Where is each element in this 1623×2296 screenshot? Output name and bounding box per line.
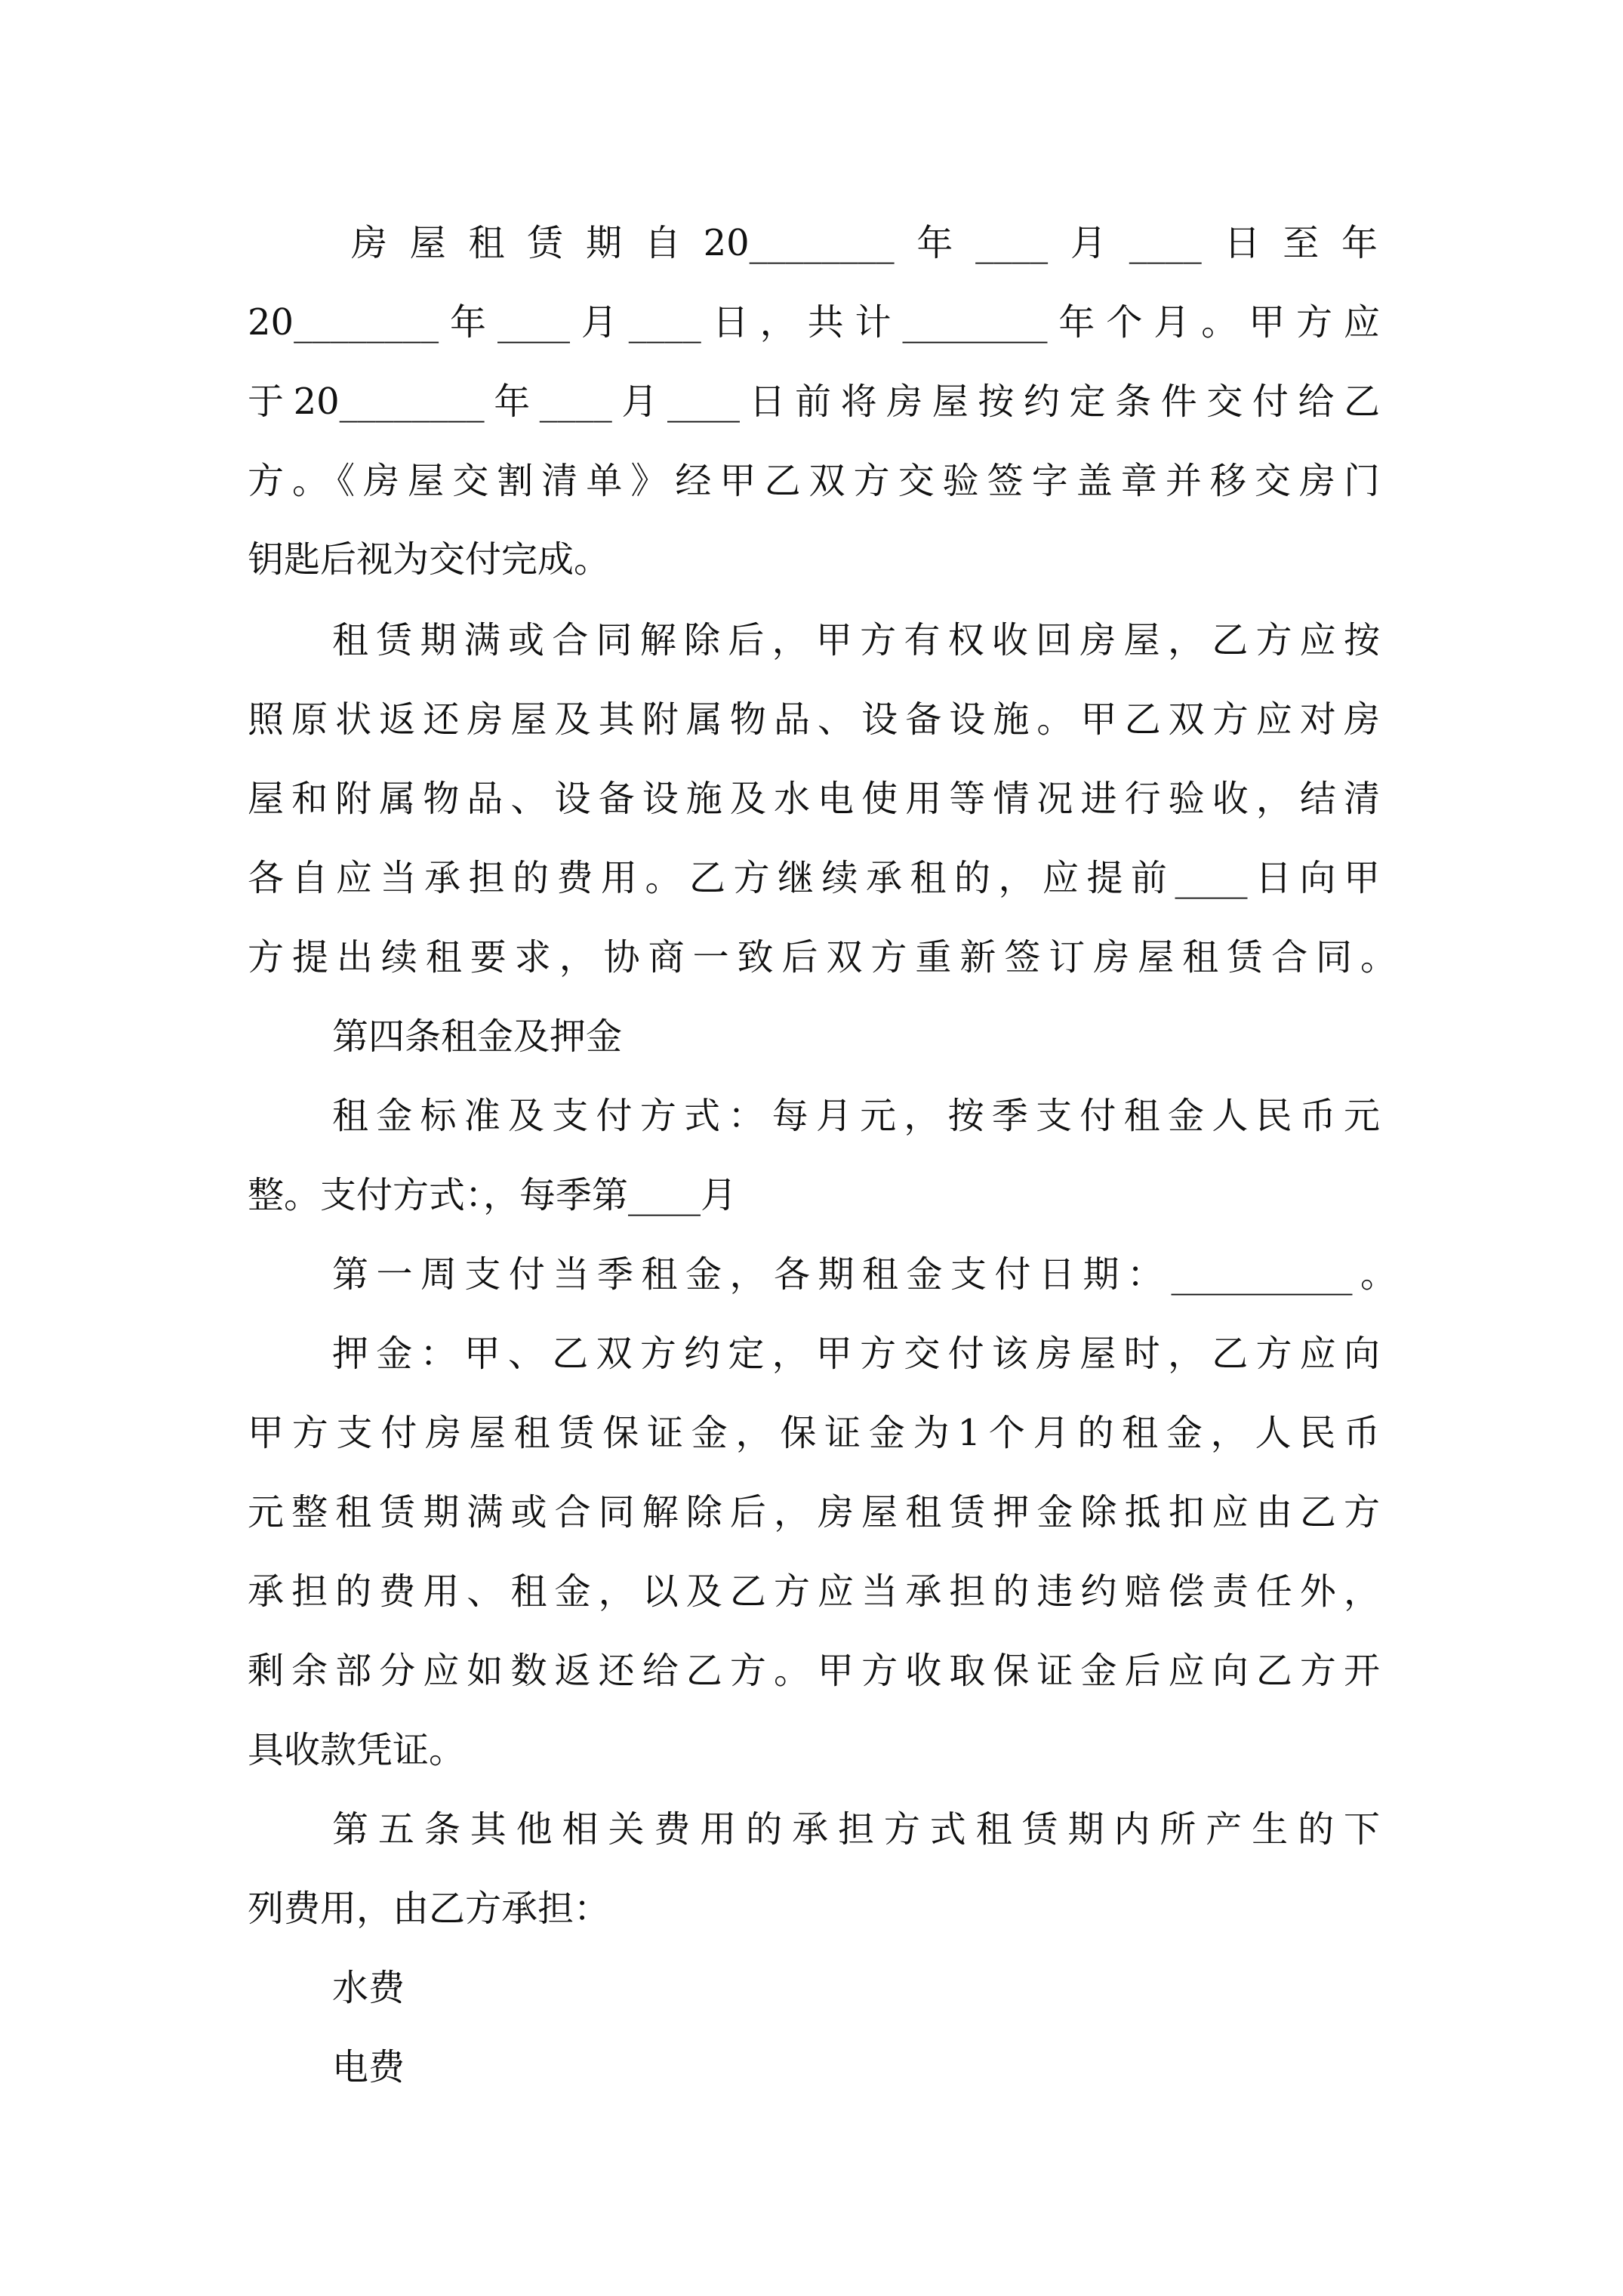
list-item: 水费 bbox=[332, 1967, 405, 2009]
text-line: 租金标准及支付方式：每月元，按季支付租金人民币元 bbox=[332, 1095, 1380, 1137]
text-line: 方提出续租要求，协商一致后双方重新签订房屋租赁合同。 bbox=[248, 936, 1397, 978]
text-line: 房屋租赁期自20________年____月____日至年 bbox=[351, 222, 1378, 264]
text-line: 第五条其他相关费用的承担方式租赁期内所产生的下 bbox=[332, 1808, 1380, 1851]
section-heading: 第四条租金及押金 bbox=[332, 1015, 623, 1058]
text-line: 承担的费用、租金，以及乙方应当承担的违约赔偿责任外， bbox=[248, 1570, 1380, 1613]
text-line: 于20________年____月____日前将房屋按约定条件交付给乙 bbox=[248, 381, 1380, 423]
text-line: 整。支付方式：，每季第____月 bbox=[248, 1174, 738, 1216]
text-line: 租赁期满或合同解除后，甲方有权收回房屋，乙方应按 bbox=[332, 619, 1380, 661]
text-line: 各自应当承担的费用。乙方继续承租的，应提前____日向甲 bbox=[248, 857, 1380, 899]
text-line: 屋和附属物品、设备设施及水电使用等情况进行验收，结清 bbox=[248, 778, 1380, 820]
text-line: 剩余部分应如数返还给乙方。甲方收取保证金后应向乙方开 bbox=[248, 1650, 1380, 1692]
text-line: 照原状返还房屋及其附属物品、设备设施。甲乙双方应对房 bbox=[248, 698, 1380, 741]
text-line: 具收款凭证。 bbox=[248, 1729, 466, 1771]
text-line: 甲方支付房屋租赁保证金，保证金为1个月的租金，人民币 bbox=[248, 1412, 1380, 1454]
text-line: 列费用，由乙方承担： bbox=[248, 1888, 611, 1930]
text-line: 押金：甲、乙双方约定，甲方交付该房屋时，乙方应向 bbox=[332, 1333, 1380, 1375]
text-line: 元整租赁期满或合同解除后，房屋租赁押金除抵扣应由乙方 bbox=[248, 1491, 1380, 1533]
text-line: 20________年____月____日，共计________年个月。甲方应 bbox=[248, 301, 1380, 344]
list-item: 电费 bbox=[332, 2046, 405, 2088]
text-line: 第一周支付当季租金，各期租金支付日期：__________。 bbox=[332, 1253, 1397, 1296]
text-line: 方。《房屋交割清单》经甲乙双方交验签字盖章并移交房门 bbox=[248, 460, 1380, 502]
text-line: 钥匙后视为交付完成。 bbox=[248, 538, 611, 581]
